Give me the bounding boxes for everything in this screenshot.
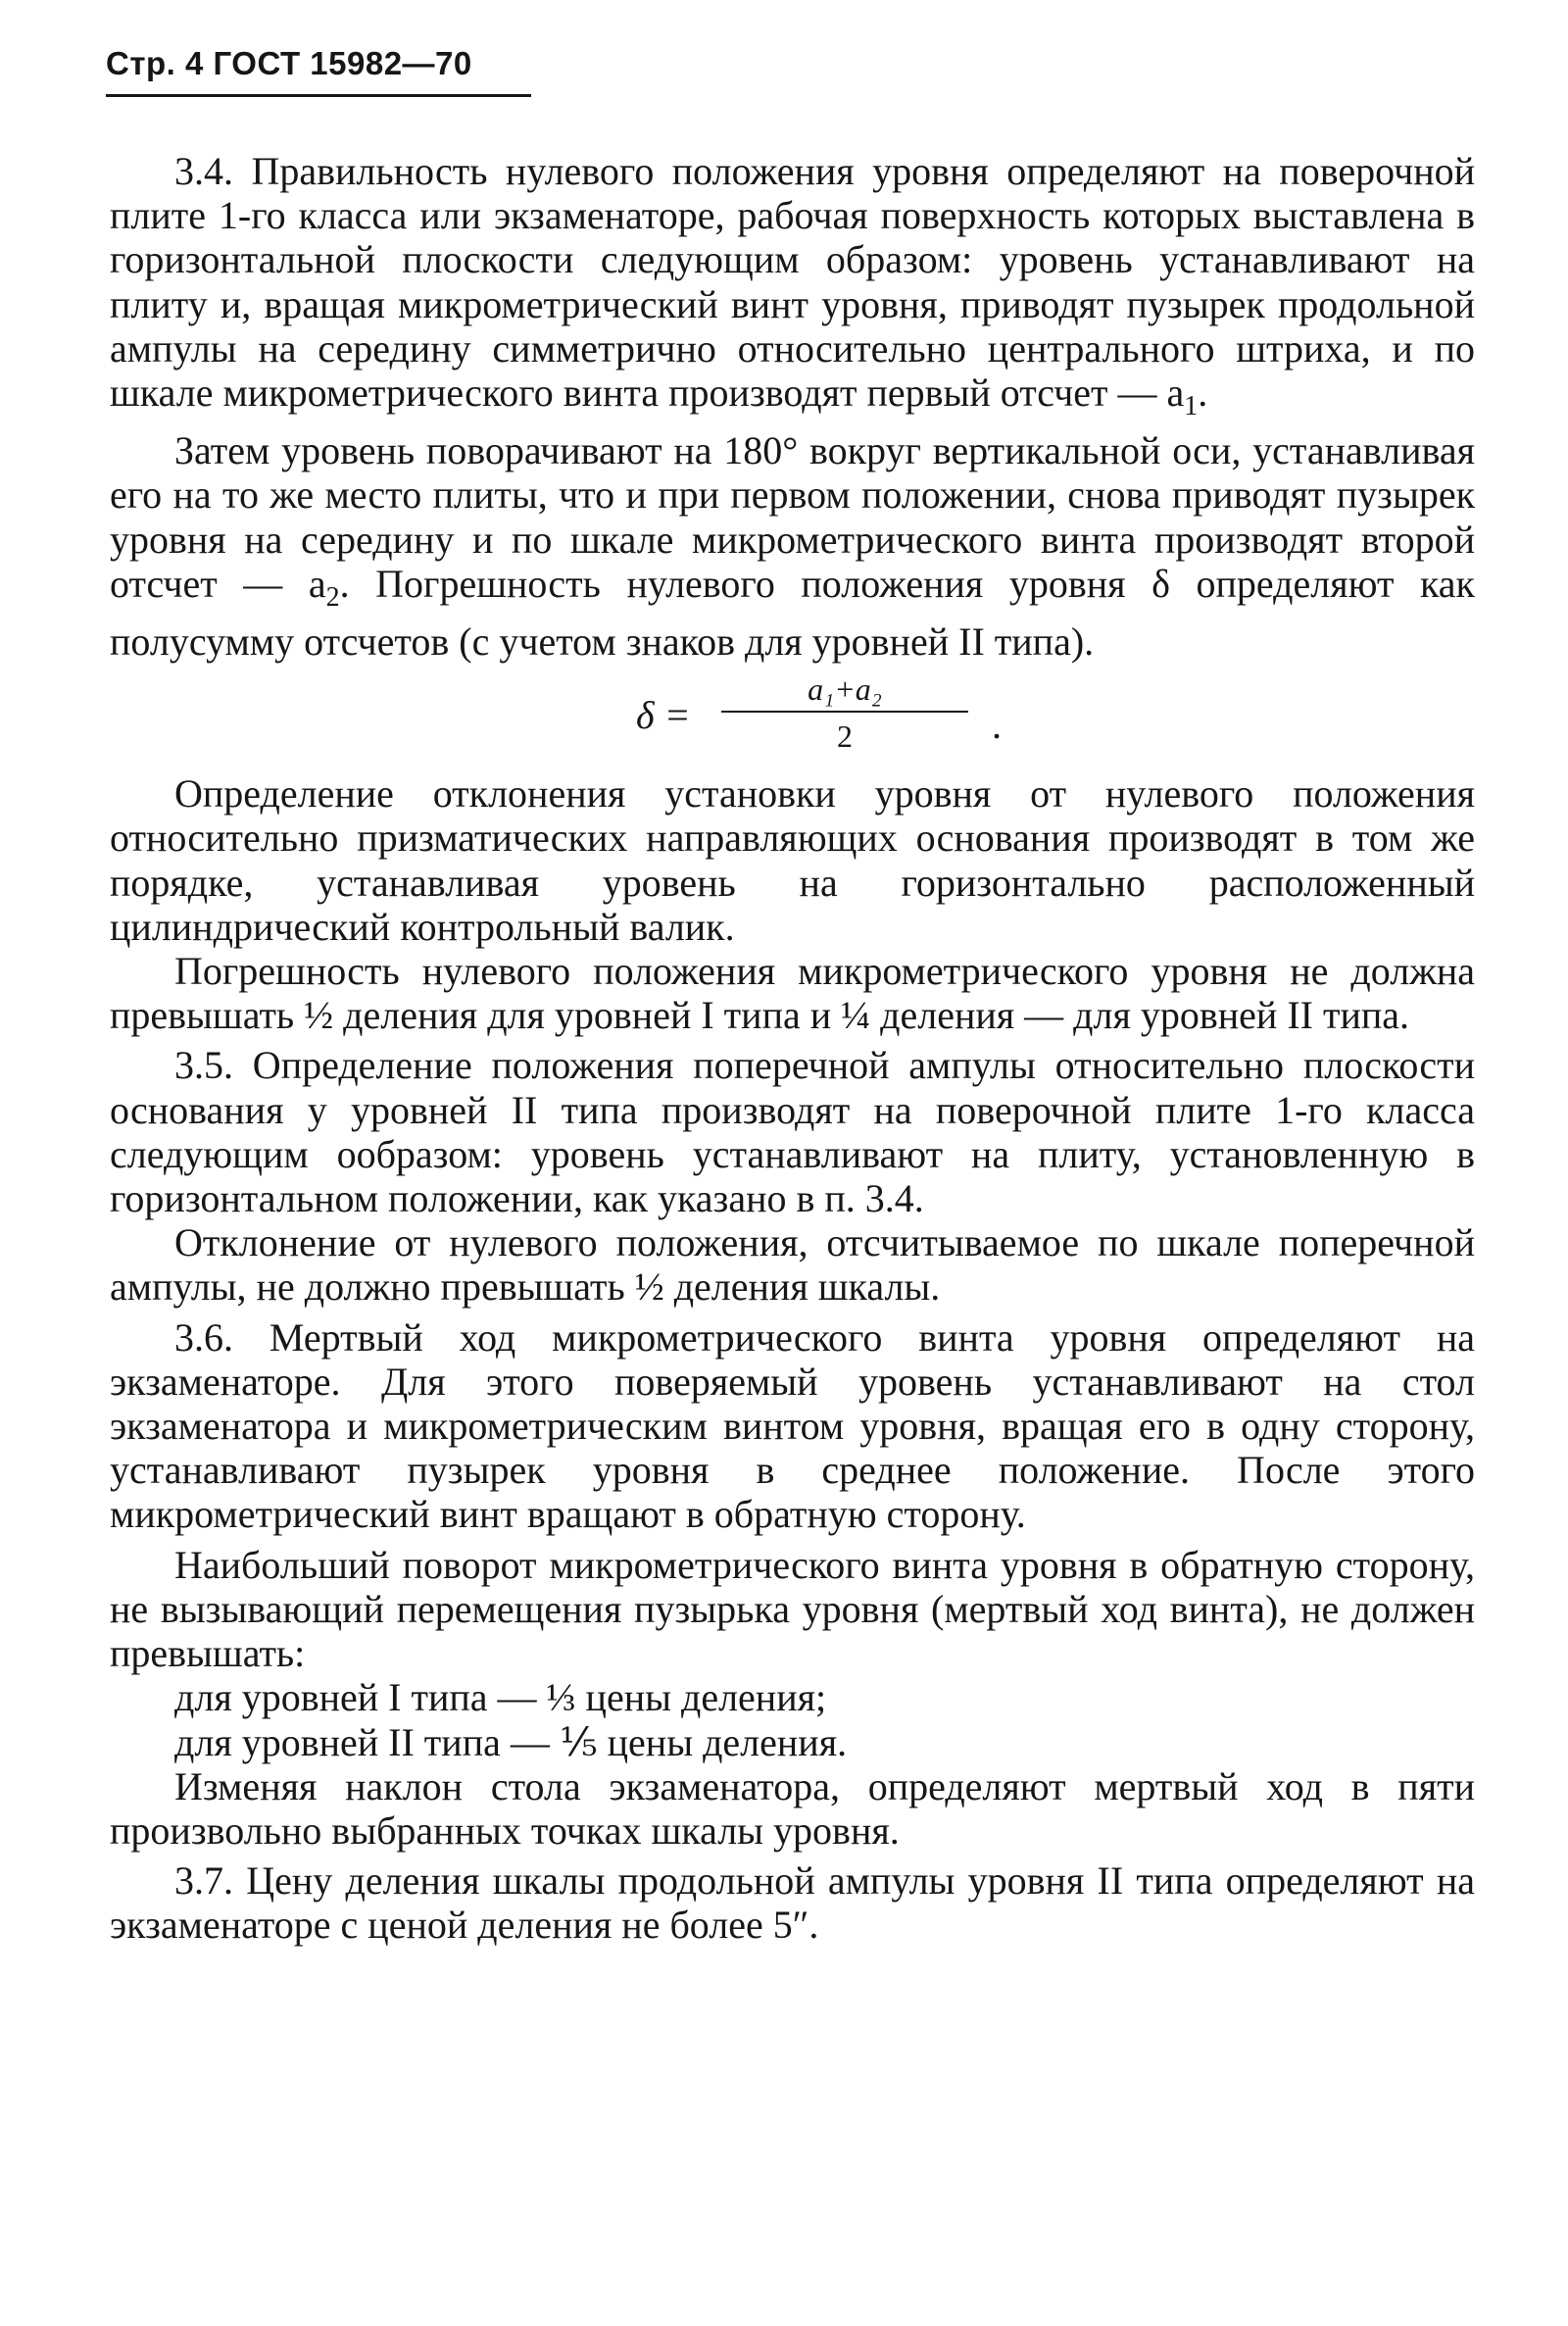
paragraph-text-tail: . Погрешность нулевого положения уровня δ определяют как полусумму отсчетов (с учетом знаков для уровней II типа).	[110, 561, 1475, 665]
paragraph-3-5-intro: 3.5. Определение положения поперечной ампулы относительно плоскости основания у уровней II типа производят на поверочной плите 1-го класса следующим ообразом: уровень устанавливают на плиту, установленную в горизонтальном положении, как указано в п. 3.4.	[110, 1043, 1475, 1221]
formula-denominator: 2	[837, 718, 853, 755]
paragraph-3-4-tolerance: Погрешность нулевого положения микрометрического уровня не должна превышать ½ деления для уровней I типа и ¼ деления — для уровней II типа.	[110, 949, 1475, 1038]
paragraph-text: 3.4. Правильность нулевого положения уровня определяют на поверочной плите 1-го класса или экзаменаторе, рабочая поверхность которых выставлена в горизонтальной плоскости следующим образом: уровень устанавливают на плиту и, вращая микрометрический винт уровня, приводят пузырек продольной ампулы на середину симметрично относительно центрального штриха, и по шкале микрометрического винта производят первый отсчет — a	[110, 149, 1475, 416]
formula-numerator: a₁+a₂	[808, 671, 882, 708]
formula-end: .	[992, 703, 1002, 748]
paragraph-3-4-deviation: Определение отклонения установки уровня от нулевого положения относительно призматических направляющих основания производят в том же порядке, устанавливая уровень на горизонтально расположенный цилиндрический контрольный валик.	[110, 771, 1475, 949]
paragraph-text: Затем уровень поворачивают на 180° вокруг вертикальной оси, устанавливая его на то же место плиты, что и при первом положении, снова приводят пузырек уровня на середину и по шкале микрометрического винта производят второй отсчет — a	[110, 428, 1475, 606]
document-body	[110, 149, 1475, 1948]
paragraph-3-6-intro: 3.6. Мертвый ход микрометрического винта уровня определяют на экзаменаторе. Для этого поверяемый уровень устанавливают на стол экзаменатора и микрометрическим винтом уровня, вращая его в одну сторону, устанавливают пузырек уровня в среднее положение. После этого микрометрический винт вращают в обратную сторону.	[110, 1314, 1475, 1537]
subscript: 1	[1184, 391, 1199, 422]
paragraph-3-6-method: Изменяя наклон стола экзаменатора, определяют мертвый ход в пяти произвольно выбранных точках шкалы уровня.	[110, 1763, 1475, 1853]
list-item-type-2: для уровней II типа — ⅕ цены деления.	[174, 1719, 848, 1764]
formula-lhs: δ =	[636, 693, 691, 738]
formula-fraction	[721, 669, 968, 756]
formula-delta	[110, 669, 1475, 767]
paragraph-3-4-intro	[110, 149, 1475, 428]
page-header: Стр. 4 ГОСТ 15982—70	[106, 45, 472, 81]
paragraph-end: .	[1198, 371, 1208, 416]
paragraph-3-4-rotation	[110, 428, 1475, 664]
fraction-bar	[721, 711, 968, 713]
paragraph-3-7: 3.7. Цену деления шкалы продольной ампулы уровня II типа определяют на экзаменаторе с ценой деления не более 5″.	[110, 1858, 1475, 1948]
list-item-type-1: для уровней I типа — ⅓ цены деления;	[174, 1675, 827, 1720]
paragraph-3-6-limit: Наибольший поворот микрометрического винта уровня в обратную сторону, не вызывающий перемещения пузырька уровня (мертвый ход винта), не должен превышать:	[110, 1542, 1475, 1676]
paragraph-3-5-deviation: Отклонение от нулевого положения, отсчитываемое по шкале поперечной ампулы, не должно превышать ½ деления шкалы.	[110, 1220, 1475, 1310]
header-rule	[106, 94, 531, 97]
subscript: 2	[325, 581, 340, 613]
